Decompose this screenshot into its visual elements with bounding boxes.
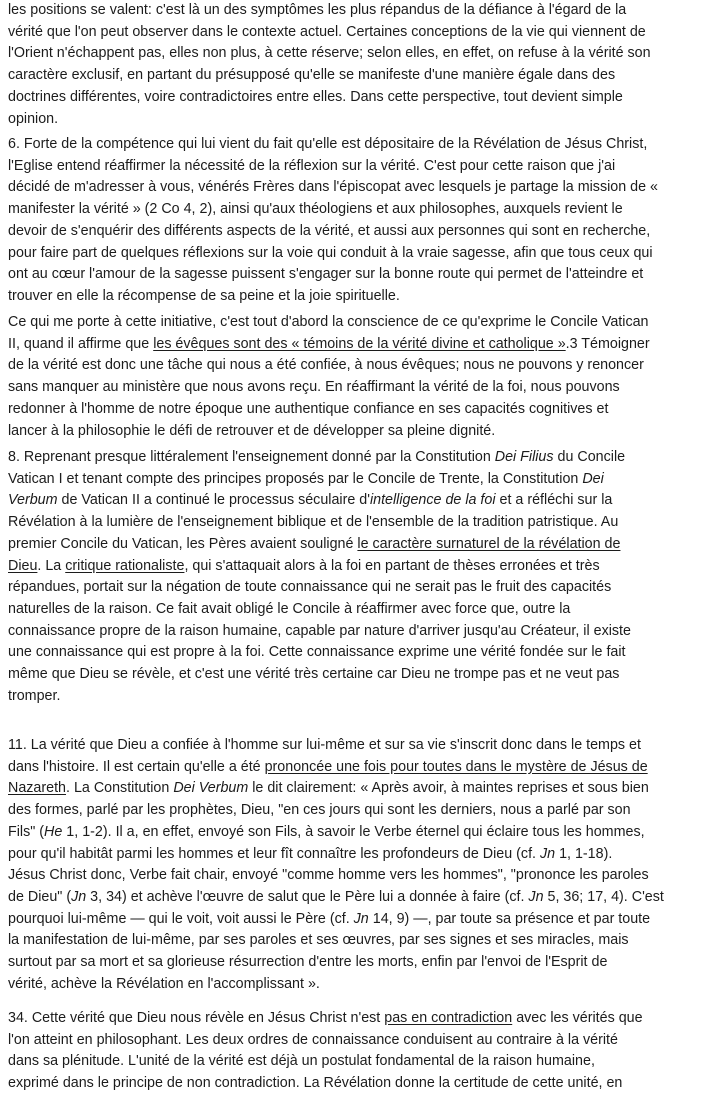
text-run: caractère exclusif, en partant du présupposé qu'elle se manifeste d'une manière égale dans des xyxy=(8,67,616,84)
text-line xyxy=(8,621,631,643)
text-run: pour qu'il habitât parmi les hommes et leur fît connaître les profondeurs de Dieu (cf. xyxy=(8,845,540,862)
text-run: premier Concile du Vatican, les Pères avaient souligné xyxy=(8,535,358,552)
text-line xyxy=(8,735,664,757)
text-run: une connaissance qui est propre à la foi. Cette connaissance exprime une vérité fondée sur le fait xyxy=(8,644,626,661)
text-run: redonner à l'homme de notre époque une authentique confiance en ses capacités cognitives et xyxy=(8,400,609,417)
text-run: le dit clairement: « Après avoir, à maintes reprises et sous bien xyxy=(248,780,649,797)
text-line xyxy=(8,65,651,87)
text-line xyxy=(8,642,631,664)
text-line xyxy=(8,822,664,844)
text-run: II, quand il affirme que xyxy=(8,335,154,352)
italic-text: Verbum xyxy=(8,492,58,509)
text-line xyxy=(8,490,631,512)
text-run: 6. Forte de la compétence qui lui vient du fait qu'elle est dépositaire de la Révélation de Jésus Christ, xyxy=(8,136,648,152)
text-line xyxy=(8,312,650,334)
text-run: pourquoi lui-même — qui le voit, voit aussi le Père (cf. xyxy=(8,910,354,927)
text-run: l'Orient n'échappent pas, elles non plus, à cette réserve; selon elles, en effet, on refuse à la vérité son xyxy=(8,45,651,62)
text-line xyxy=(8,930,664,952)
underlined-text: Dieu xyxy=(8,557,38,574)
underlined-text: pas en contradiction xyxy=(384,1010,513,1026)
underlined-text: critique rationaliste xyxy=(65,557,185,574)
text-run: Ce qui me porte à cette initiative, c'est tout d'abord la conscience de ce qu'exprime le Concile Vatican xyxy=(8,314,649,330)
text-run: pour faire part de quelques réflexions sur la voie qui conduit à la vraie sagesse, afin que tous ceux qui xyxy=(8,244,653,261)
text-line xyxy=(8,377,650,399)
text-line xyxy=(8,577,631,599)
text-line xyxy=(8,286,658,308)
paragraph-6b xyxy=(8,312,650,442)
text-run: dans sa plénitude. L'unité de la vérité est déjà un postulat fondamental de la raison humaine, xyxy=(8,1053,595,1070)
text-run: les positions se valent: c'est là un des symptômes les plus répandus de la défiance à l'égard de la xyxy=(8,2,627,18)
underlined-text: prononcée une fois pour toutes dans le mystère de Jésus de xyxy=(264,758,648,775)
underlined-text: Nazareth xyxy=(8,780,67,797)
text-run: de Dieu" ( xyxy=(8,888,72,905)
text-line xyxy=(8,134,658,156)
text-line xyxy=(8,355,650,377)
text-run: exprimé dans le principe de non contradiction. La Révélation donne la certitude de cette unité, en xyxy=(8,1075,623,1092)
italic-text: Dei xyxy=(582,470,604,487)
text-run: 3, 34) et achève l'œuvre de salut que le Père lui a donnée à faire (cf. xyxy=(86,888,529,905)
paragraph-intro xyxy=(8,0,651,130)
italic-text: intelligence de la foi xyxy=(369,492,496,509)
text-line xyxy=(8,865,664,887)
text-line xyxy=(8,686,631,708)
text-line xyxy=(8,399,650,421)
text-line xyxy=(8,1073,643,1095)
text-run: vérité que l'on peut observer dans le contexte actuel. Certaines conceptions de la vie qui viennent de xyxy=(8,23,646,40)
text-run: , qui s'attaquait alors à la foi en partant de thèses erronées et très xyxy=(184,557,600,574)
text-run: surtout par sa mort et sa glorieuse résurrection d'entre les morts, enfin par l'envoi de l'Esprit de xyxy=(8,954,608,971)
text-line xyxy=(8,599,631,621)
text-line xyxy=(8,22,651,44)
text-line xyxy=(8,264,658,286)
text-line xyxy=(8,974,664,996)
text-run: Vatican I et tenant compte des principes proposés par le Concile de Trente, la Constitution xyxy=(8,470,583,487)
text-run: l'on atteint en philosophant. Les deux ordres de connaissance conduisent au contraire à la vérité xyxy=(8,1031,618,1048)
text-run: devoir de s'enquérir des différents aspects de la vérité, et aussi aux personnes qui sont en recherche, xyxy=(8,222,651,239)
text-line xyxy=(8,87,651,109)
italic-text: Jn xyxy=(528,888,544,905)
text-run: même que Dieu se révèle, et c'est une vérité très certaine car Dieu ne trompe pas et ne veut pas xyxy=(8,666,620,683)
text-line xyxy=(8,199,658,221)
text-run: 1, 1-2). Il a, en effet, envoyé son Fils, à savoir le Verbe éternel qui éclaire tous les hommes, xyxy=(62,823,645,840)
text-line xyxy=(8,243,658,265)
text-line xyxy=(8,109,651,131)
italic-text: Jn xyxy=(539,845,556,862)
text-run: vérité, achève la Révélation en l'accomplissant ». xyxy=(8,975,320,992)
text-run: doctrines différentes, voire contradictoires entre elles. Dans cette perspective, tout devient simple xyxy=(8,88,623,105)
text-run: de Vatican II a continué le processus séculaire d' xyxy=(57,492,370,509)
italic-text: Jn xyxy=(353,910,369,927)
text-run: 5, 36; 17, 4). C'est xyxy=(543,888,664,905)
text-line xyxy=(8,421,650,443)
text-line xyxy=(8,43,651,65)
text-run: lancer à la philosophie le défi de retrouver et de développer sa pleine dignité. xyxy=(8,422,496,439)
text-run: dans l'histoire. Il est certain qu'elle a été xyxy=(8,758,265,775)
text-run: naturelles de la raison. Ce fait avait obligé le Concile à réaffirmer avec force que, outre la xyxy=(8,600,571,617)
text-line xyxy=(8,757,664,779)
text-run: l'Eglise entend réaffirmer la nécessité de la réflexion sur la vérité. C'est pour cette raison que j'ai xyxy=(8,157,616,174)
text-run: décidé de m'adresser à vous, vénérés Frères dans l'épiscopat avec lesquels je partage la mission de « xyxy=(8,179,658,196)
text-run: . La xyxy=(37,557,66,574)
paragraph-34 xyxy=(8,1008,643,1095)
text-run: du Concile xyxy=(553,449,626,465)
text-run: des formes, parlé par les prophètes, Dieu, "en ces jours qui sont les derniers, nous a parlé par son xyxy=(8,802,631,819)
text-run: 34. Cette vérité que Dieu nous révèle en Jésus Christ n'est xyxy=(8,1010,385,1026)
text-line xyxy=(8,0,651,22)
italic-text: Jn xyxy=(71,888,87,905)
text-run: répandues, portait sur la négation de toute connaissance qui ne serait pas le fruit des capacités xyxy=(8,579,612,596)
text-run: 1, 1-18). xyxy=(555,845,613,862)
text-run: manifester la vérité » (2 Co 4, 2), ainsi qu'aux théologiens et aux philosophes, auxquels revient le xyxy=(8,201,623,218)
text-run: ont au cœur l'amour de la sagesse puissent s'engager sur la bonne route qui permet de l'atteindre et xyxy=(8,266,644,283)
text-line xyxy=(8,844,664,866)
text-run: sans manquer au ministère que nous avons reçu. En réaffirmant la vérité de la foi, nous pouvons xyxy=(8,379,620,396)
text-line xyxy=(8,534,631,556)
text-run: avec les vérités que xyxy=(512,1010,643,1026)
text-line xyxy=(8,952,664,974)
text-run: .3 Témoigner xyxy=(565,335,650,352)
text-line xyxy=(8,1008,643,1030)
italic-text: Dei Filius xyxy=(494,449,554,465)
text-run: 8. Reprenant presque littéralement l'enseignement donné par la Constitution xyxy=(8,449,495,465)
italic-text: He xyxy=(44,823,63,840)
text-line xyxy=(8,469,631,491)
text-line xyxy=(8,778,664,800)
text-run: 14, 9) —, par toute sa présence et par toute xyxy=(368,910,651,927)
text-line xyxy=(8,156,658,178)
text-line xyxy=(8,177,658,199)
text-line xyxy=(8,909,664,931)
paragraph-11 xyxy=(8,735,664,995)
underlined-text: les évêques sont des « témoins de la vérité divine et catholique » xyxy=(153,335,566,352)
text-run: Fils" ( xyxy=(8,823,45,840)
text-line xyxy=(8,221,658,243)
text-run: Jésus Christ donc, Verbe fait chair, envoyé "comme homme vers les hommes", "prononce les paroles xyxy=(8,867,649,884)
text-line xyxy=(8,556,631,578)
text-run: trouver en elle la récompense de sa peine et la joie spirituelle. xyxy=(8,287,400,304)
text-run: opinion. xyxy=(8,110,59,127)
text-line xyxy=(8,800,664,822)
text-run: et a réfléchi sur la xyxy=(495,492,613,509)
paragraph-8 xyxy=(8,447,631,707)
text-line xyxy=(8,1030,643,1052)
italic-text: Dei Verbum xyxy=(173,780,249,797)
text-run: connaissance propre de la raison humaine, capable par nature d'arriver jusqu'au Créateur, il existe xyxy=(8,622,631,639)
text-run: . La Constitution xyxy=(66,780,174,797)
text-run: la manifestation de lui-même, par ses paroles et ses œuvres, par ses signes et ses miracles, mais xyxy=(8,932,629,949)
text-run: 11. La vérité que Dieu a confiée à l'homme sur lui-même et sur sa vie s'inscrit donc dans le temps et xyxy=(8,737,641,753)
underlined-text: le caractère surnaturel de la révélation de xyxy=(357,535,621,552)
text-run: tromper. xyxy=(8,687,61,704)
text-run: Révélation à la lumière de l'enseignement biblique et de l'ensemble de la tradition patristique. Au xyxy=(8,514,619,531)
text-line xyxy=(8,334,650,356)
paragraph-6a xyxy=(8,134,658,308)
text-line xyxy=(8,447,631,469)
text-line xyxy=(8,512,631,534)
text-line xyxy=(8,1051,643,1073)
text-run: de la vérité est donc une tâche qui nous a été confiée, à nous évêques; nous ne pouvons y renoncer xyxy=(8,357,644,374)
text-line xyxy=(8,664,631,686)
text-line xyxy=(8,887,664,909)
